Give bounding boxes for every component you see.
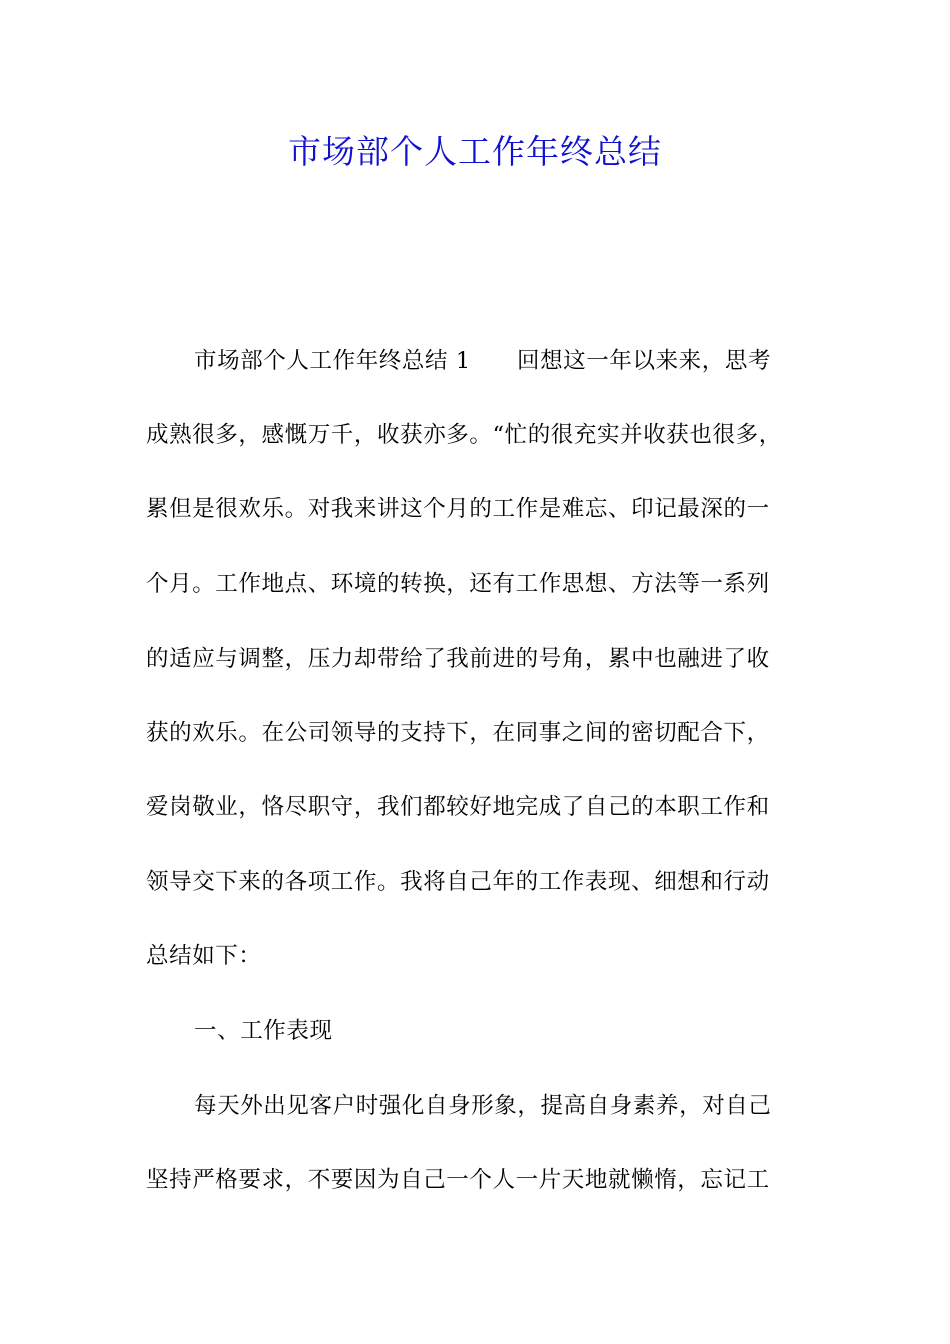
document-title: 市场部个人工作年终总结 [288,132,662,171]
paragraph-line: 坚持严格要求，不要因为自己一个人一片天地就懒惰，忘记工 [146,1167,770,1193]
paragraph-line: 每天外出见客户时强化自身形象，提高自身素养，对自己 [194,1093,772,1119]
paragraph-line: 个月。工作地点、环境的转换，还有工作思想、方法等一系列 [146,571,770,597]
paragraph-line: 成熟很多，感慨万千，收获亦多。“忙的很充实并收获也很多， [146,422,782,448]
paragraph-line: 领导交下来的各项工作。我将自己年的工作表现、细想和行动 [146,869,770,895]
paragraph-line: 的适应与调整，压力却带给了我前进的号角，累中也融进了收 [146,646,770,672]
paragraph-line: 市场部个人工作年终总结 1 回想这一年以来来，思考 [194,348,772,374]
section-heading: 一、工作表现 [194,1018,333,1044]
paragraph-line: 总结如下： [146,943,262,969]
paragraph-line: 爱岗敬业，恪尽职守，我们都较好地完成了自己的本职工作和 [146,794,770,820]
paragraph-line: 累但是很欢乐。对我来讲这个月的工作是难忘、印记最深的一 [146,496,770,522]
paragraph-line: 获的欢乐。在公司领导的支持下，在同事之间的密切配合下， [146,720,770,746]
